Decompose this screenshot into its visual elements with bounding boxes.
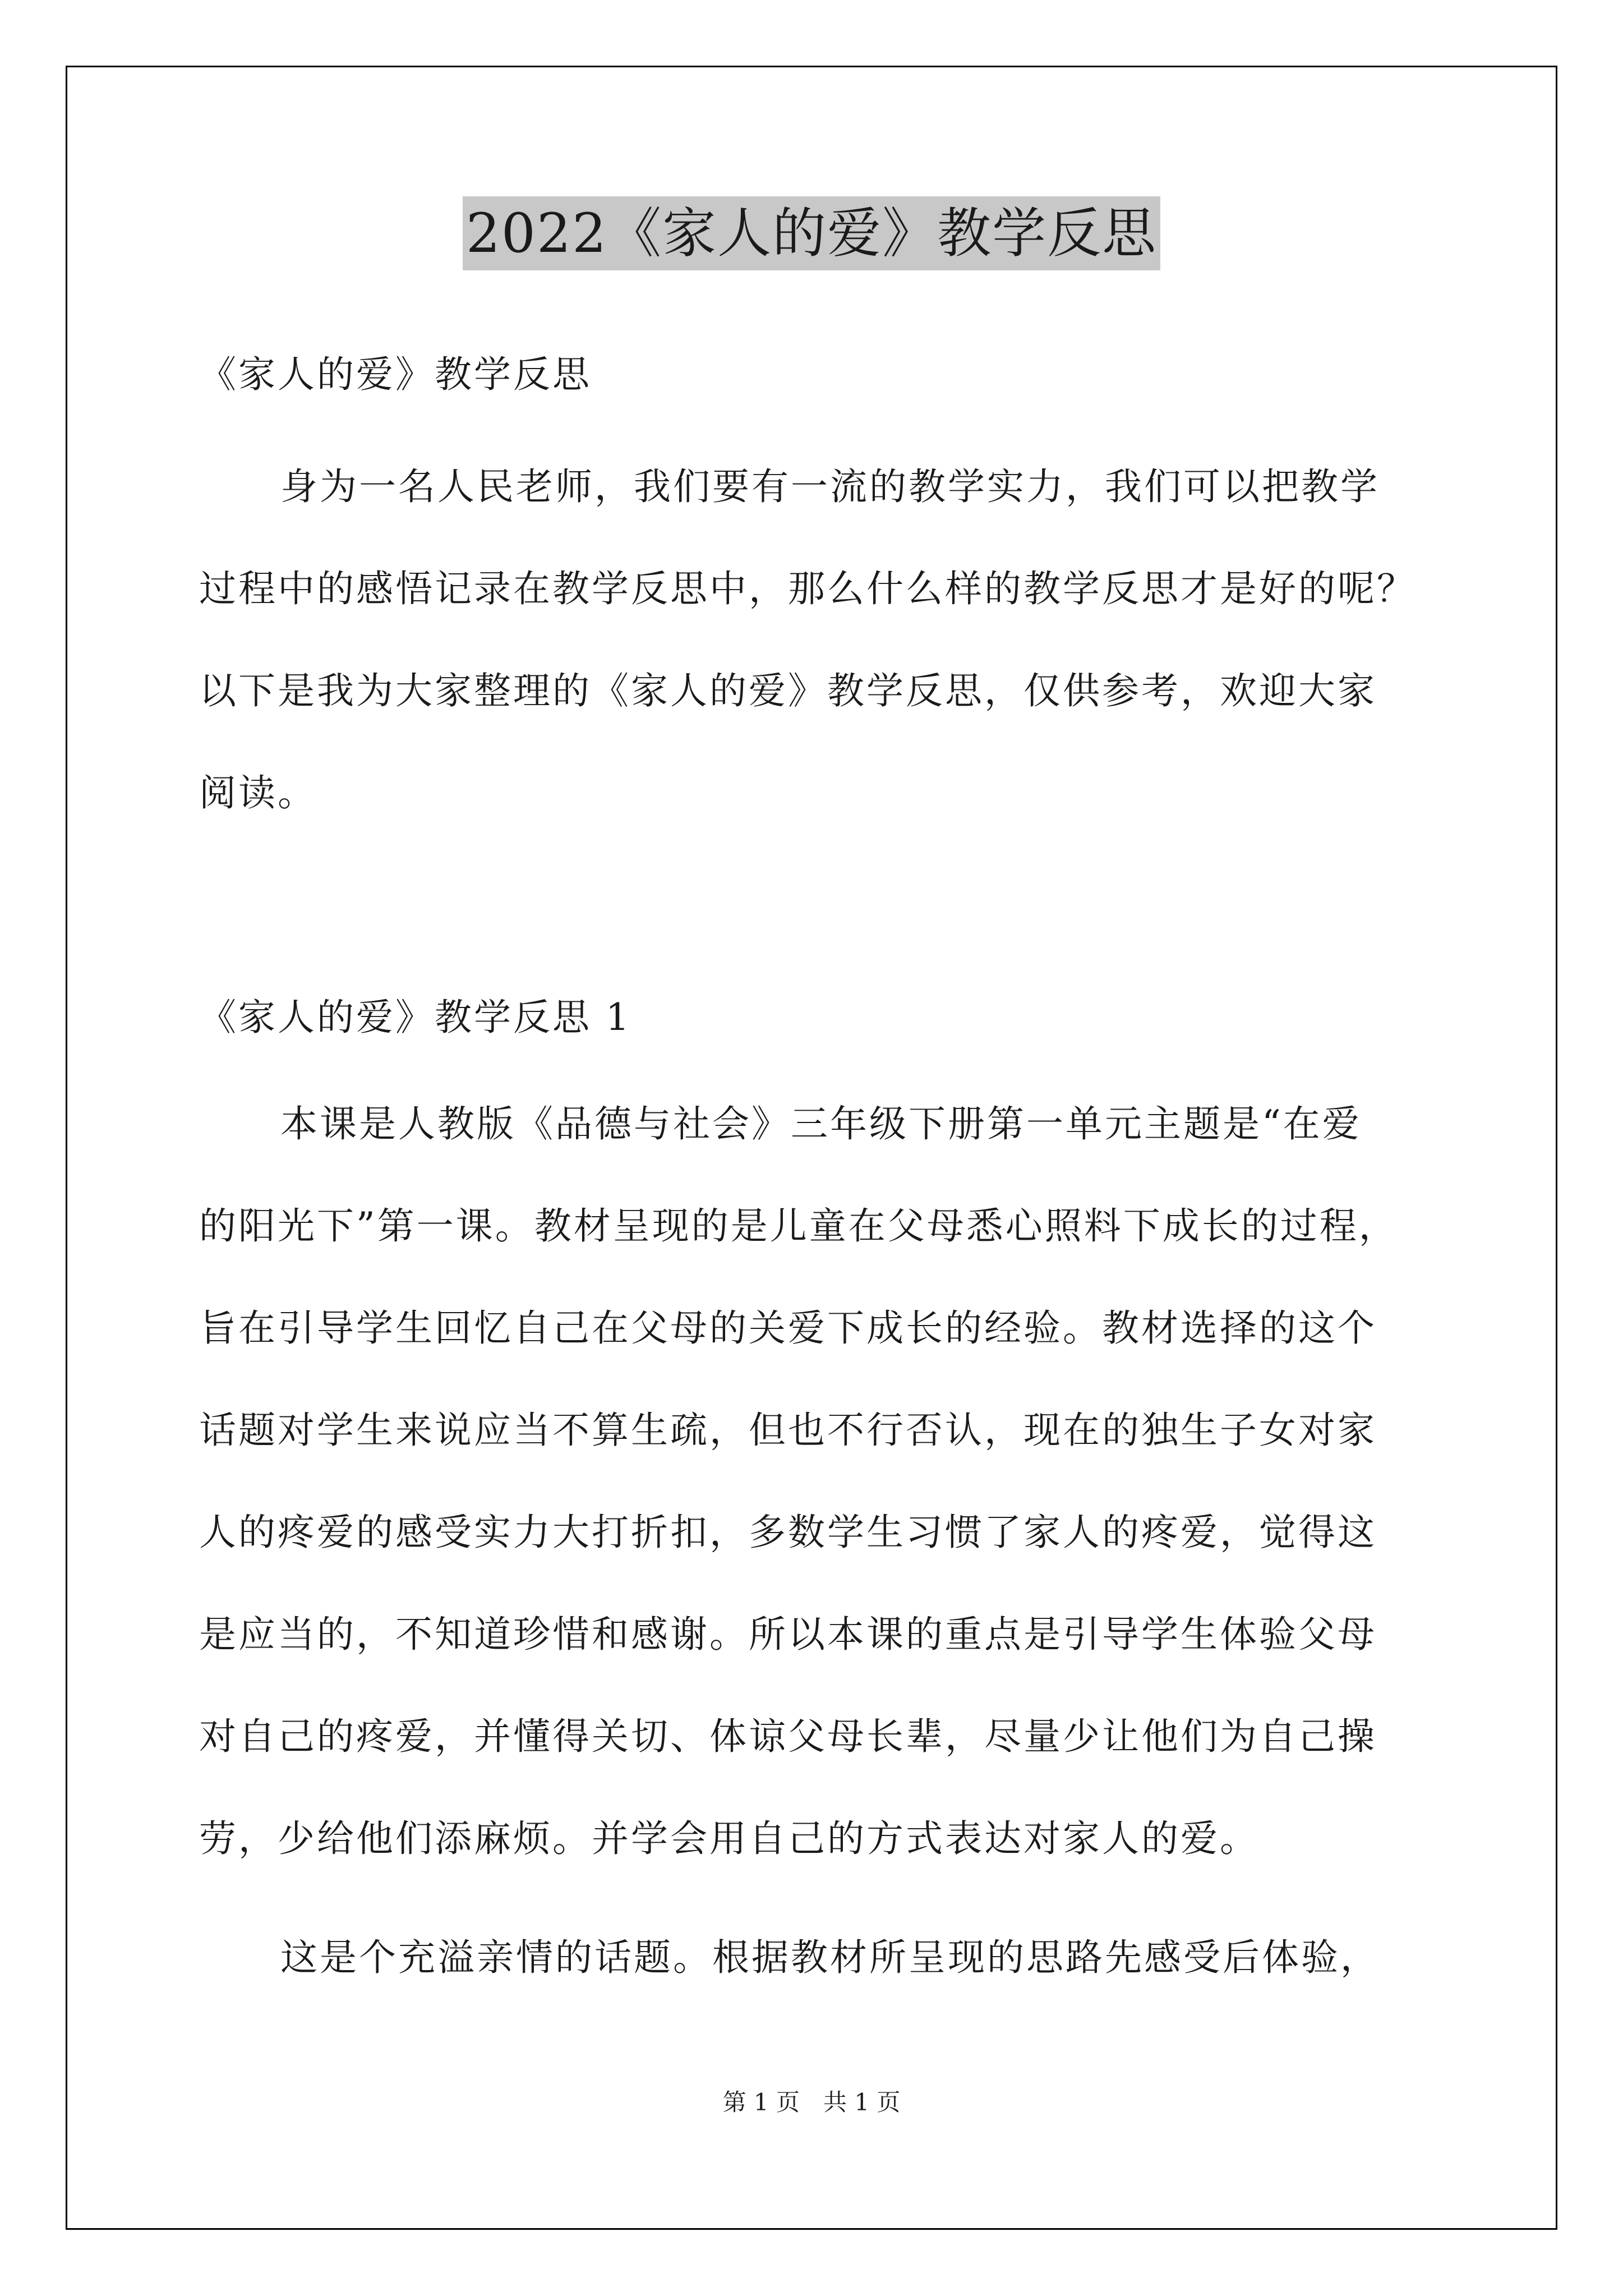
section-line: 这是个充溢亲情的话题。根据教材所呈现的思路先感受后体验，	[280, 1936, 1380, 1979]
document-subtitle: 《家人的爱》教学反思	[199, 353, 592, 396]
page-footer: 第 1 页 共 1 页	[722, 2088, 901, 2116]
intro-line: 身为一名人民老师，我们要有一流的教学实力，我们可以把教学	[280, 465, 1380, 508]
section-heading: 《家人的爱》教学反思 1	[199, 996, 631, 1039]
intro-line: 以下是我为大家整理的《家人的爱》教学反思，仅供参考，欢迎大家	[199, 669, 1377, 712]
section-line: 对自己的疼爱，并懂得关切、体谅父母长辈，尽量少让他们为自己操	[199, 1715, 1377, 1758]
intro-line: 阅读。	[199, 771, 317, 815]
section-line: 是应当的，不知道珍惜和感谢。所以本课的重点是引导学生体验父母	[199, 1613, 1377, 1656]
document-title: 2022《家人的爱》教学反思	[463, 196, 1160, 270]
section-line: 旨在引导学生回忆自己在父母的关爱下成长的经验。教材选择的这个	[199, 1306, 1377, 1350]
section-line: 的阳光下”第一课。教材呈现的是儿童在父母悉心照料下成长的过程，	[199, 1204, 1398, 1248]
section-line: 话题对学生来说应当不算生疏，但也不行否认，现在的独生子女对家	[199, 1409, 1377, 1452]
title-container	[0, 196, 1623, 270]
section-line: 人的疼爱的感受实力大打折扣，多数学生习惯了家人的疼爱，觉得这	[199, 1511, 1377, 1554]
section-line: 劳，少给他们添麻烦。并学会用自己的方式表达对家人的爱。	[199, 1817, 1259, 1860]
intro-line: 过程中的感悟记录在教学反思中，那么什么样的教学反思才是好的呢？	[199, 567, 1416, 610]
section-line: 本课是人教版《品德与社会》三年级下册第一单元主题是“在爱	[280, 1102, 1362, 1145]
